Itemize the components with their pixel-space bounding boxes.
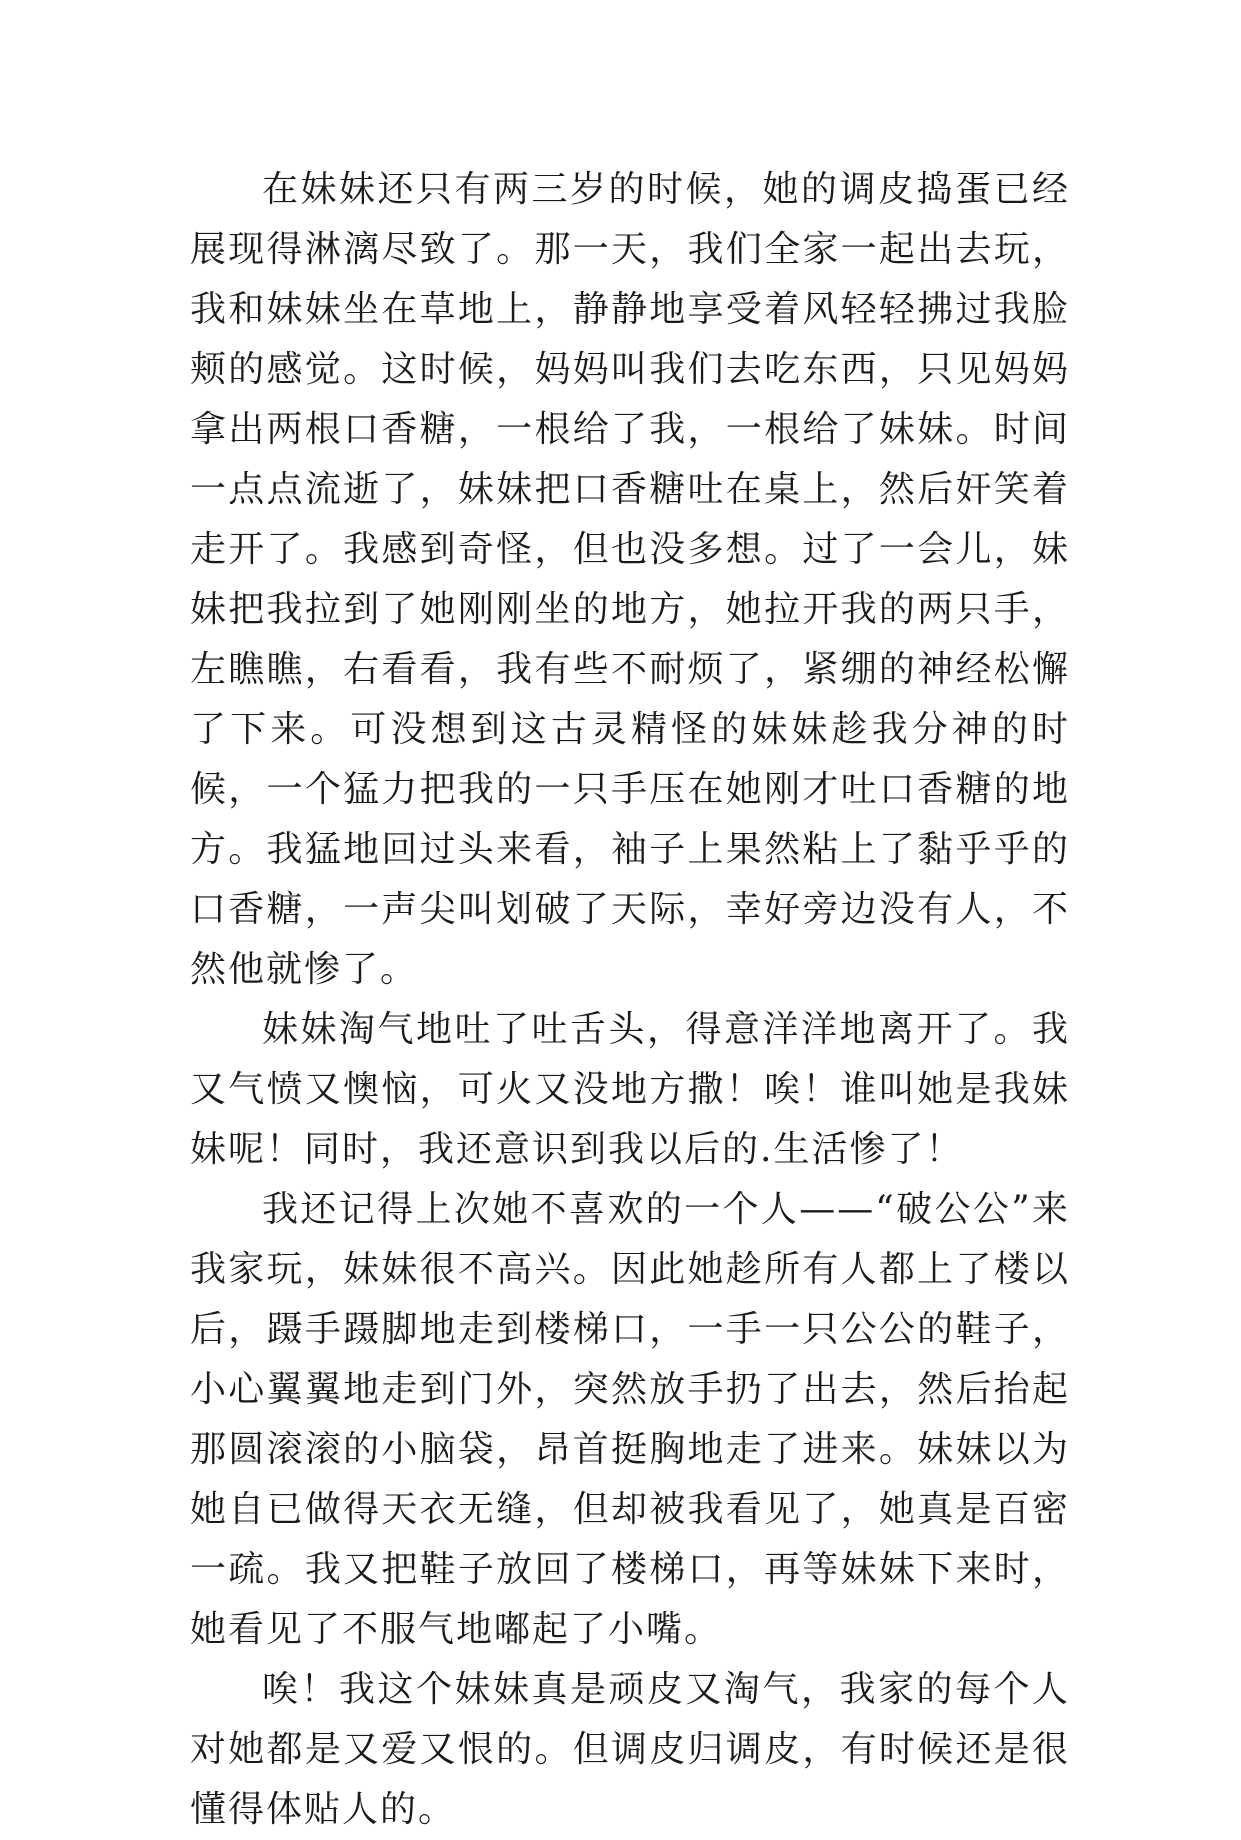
paragraph-3: 我还记得上次她不喜欢的一个人——“破公公”来我家玩，妹妹很不高兴。因此她趁所有人都上了楼以后，蹑手蹑脚地走到楼梯口，一手一只公公的鞋子，小心翼翼地走到门外，突然放手扔了出去，然后抬起那圆滚滚的小脑袋，昂首挺胸地走了进来。妹妹以为她自已做得天衣无缝，但却被我看见了，她真是百密一疏。我又把鞋子放回了楼梯口，再等妹妹下来时，她看见了不服气地嘟起了小嘴。 <box>190 1189 1070 1650</box>
paragraph-2: 妹妹淘气地吐了吐舌头，得意洋洋地离开了。我又气愤又懊恼，可火又没地方撒！唉！谁叫她是我妹妹呢！同时，我还意识到我以后的.生活惨了！ <box>190 1009 1070 1170</box>
paragraph-1: 在妹妹还只有两三岁的时候，她的调皮捣蛋已经展现得淋漓尽致了。那一天，我们全家一起出去玩，我和妹妹坐在草地上，静静地享受着风轻轻拂过我脸颊的感觉。这时候，妈妈叫我们去吃东西，只见妈妈拿出两根口香糖，一根给了我，一根给了妹妹。时间一点点流逝了，妹妹把口香糖吐在桌上，然后奸笑着走开了。我感到奇怪，但也没多想。过了一会儿，妹妹把我拉到了她刚刚坐的地方，她拉开我的两只手，左瞧瞧，右看看，我有些不耐烦了，紧绷的神经松懈了下来。可没想到这古灵精怪的妹妹趁我分神的时候，一个猛力把我的一只手压在她刚才吐口香糖的地方。我猛地回过头来看，袖子上果然粘上了黏乎乎的口香糖，一声尖叫划破了天际，幸好旁边没有人，不然他就惨了。 <box>190 169 1070 990</box>
paragraph-4: 唉！我这个妹妹真是顽皮又淘气，我家的每个人对她都是又爱又恨的。但调皮归调皮，有时候还是很懂得体贴人的。 <box>190 1669 1070 1830</box>
essay-body <box>190 160 1070 1840</box>
